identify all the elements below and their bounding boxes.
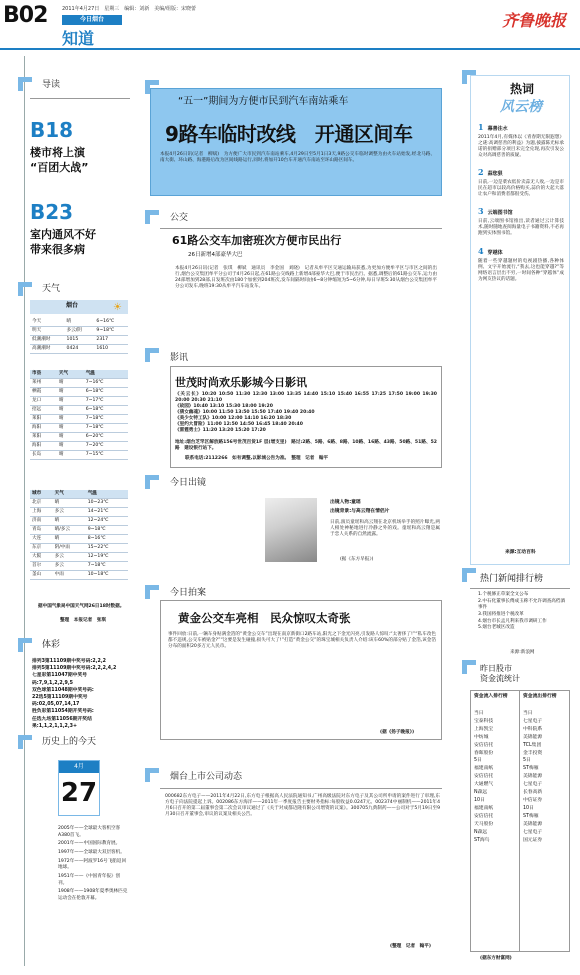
birthday-name: 出镜人物:童瑶	[330, 500, 361, 505]
table-cell: 东京	[30, 543, 53, 552]
table-row	[30, 432, 128, 441]
table-cell: 晴	[57, 432, 84, 441]
bus-sub: 26日新增4部豪华大巴	[188, 252, 243, 258]
bus-divider	[160, 228, 442, 229]
table-cell: 9~18℃	[86, 525, 128, 534]
auction-section: 今日拍案	[170, 588, 207, 598]
table-cell: 海阳	[30, 423, 57, 432]
fund-right-item: 美锦能源	[523, 774, 543, 780]
fund-right-item: 10日	[523, 805, 534, 811]
hot-item-title[interactable]: 蒜您狠	[487, 171, 503, 178]
table-row	[30, 525, 128, 534]
guide-title: 导读	[42, 80, 61, 90]
table-cell: 海阳	[30, 441, 57, 450]
table-cell: 济南	[30, 516, 53, 525]
fund-left-item: 中纺城	[474, 734, 489, 740]
fund-right-item: 中信证券	[523, 797, 543, 803]
fund-right-item: TCL集团	[523, 742, 542, 748]
history-item: 1997年——全球最大双层客机。	[58, 849, 125, 855]
table-cell: 10~18℃	[86, 570, 128, 579]
stocks-divider	[160, 788, 442, 789]
hot-item-body: 随着一些穿越题材的电视剧热播,各种体例、文字开始流行,“我去,这也能穿越?”等网络语言层出不穷,一时间各种“穿越体”成为网友热议的话题。	[478, 258, 564, 282]
fund-left-item: 安信信托	[474, 742, 494, 748]
fund-left-item: 10日	[474, 797, 485, 803]
hot-item-body: 日前,云端图书馆推出,读者通过云计算技术,随时随地查阅海量电子书籍资料,不必再跑到实体图书馆。	[478, 219, 564, 237]
table-cell: 7~18℃	[84, 423, 128, 432]
fund-right-item: 美锦能源	[523, 734, 543, 740]
table-cell: 招远	[30, 405, 57, 414]
portrait-photo	[265, 498, 317, 562]
hot-item	[478, 167, 564, 198]
cinema-section: 影讯	[170, 353, 189, 363]
sun-icon: ☀	[113, 302, 122, 313]
fund-right-head: 资金流出排行榜	[523, 694, 557, 699]
weather-city-bar	[30, 300, 128, 314]
hot-brand: 风云榜	[500, 99, 542, 115]
calendar-icon	[58, 760, 100, 816]
table-cell: 晴	[53, 534, 86, 543]
table-row	[30, 378, 128, 387]
table-cell: 晴	[57, 441, 84, 450]
fund-split	[519, 690, 520, 952]
hot-item-body: 日前,一边是菜农低价卖蒜无人收,一边是市民在超市以较高价格购买,蒜价的大起大落让农户和消费者都很受伤。	[478, 180, 564, 198]
fund-right-item: ST梅雁	[523, 813, 539, 819]
newspaper-logo: 齐鲁晚报	[501, 11, 566, 30]
cinema-contact: 联系电话:2112266 如有调整,以影城公告为准。 整理 记者 翰平	[185, 456, 329, 461]
corner-decoration	[145, 768, 159, 782]
hot-item-head	[478, 122, 564, 133]
hot-item-num: 1	[478, 122, 484, 132]
hot-item-title[interactable]: 穿越体	[487, 249, 503, 256]
fund-right-item: 国元证券	[523, 837, 543, 843]
header-divider	[0, 48, 580, 50]
cinema-line: 《故园》10:40 13:10 15:30 18:00 19:20	[175, 404, 273, 410]
auction-body: 事件回放:日前,一辆车身贴满金箔的“黄金公交车”出现在南京新街口2路车站,阳光之下金光闪亮,引发路人惊叹:“太奢侈了!”“私车改色都不违规,公交车被贴金?”“这要是发生碰撞,损失可大了!”打造“黄金公交”的珠宝城相关负责人介绍:该车60%的部分贴了金箔,该金箔分布的面积20多万元人民币。	[168, 632, 436, 650]
table-row	[30, 423, 128, 432]
hotnews-title: 热门新闻排行榜	[480, 574, 544, 584]
fund-right-item: 金丰投资	[523, 750, 543, 756]
fund-right-item: 七星电子	[523, 829, 543, 835]
table-row	[30, 396, 128, 405]
table-cell: 晴	[57, 423, 84, 432]
table-row	[30, 570, 128, 579]
fund-left-item: 天马股份	[474, 821, 494, 827]
table-cell: 大连	[30, 534, 53, 543]
cinema-headline[interactable]: 世茂时尚欢乐影城今日影讯	[175, 376, 307, 389]
corner-decoration	[145, 475, 159, 489]
guide-divider	[30, 98, 130, 99]
bus-section: 公交	[170, 213, 189, 223]
history-item: 2005年——全球最大客机空客A380首飞。	[58, 826, 121, 838]
lottery-line: 七星彩第11047期中奖号码:7,9,1,2,2,9,5	[32, 673, 88, 686]
hot-source: 来源:互动百科	[505, 550, 536, 555]
page-code: B02	[3, 3, 48, 28]
fund-left-list	[474, 710, 518, 844]
fund-left-item: 5日	[474, 758, 482, 764]
corner-decoration	[18, 638, 32, 652]
table-cell: 多云	[53, 552, 86, 561]
stocks-section: 烟台上市公司动态	[170, 772, 243, 782]
lottery-list	[32, 658, 128, 730]
hot-head: 热词	[510, 82, 535, 96]
auction-headline[interactable]: 黄金公交车亮相 民众惊叹太奇张	[178, 611, 351, 625]
fund-left-head: 资金流入排行榜	[474, 694, 508, 699]
table-cell: 6~20℃	[84, 432, 128, 441]
hotnews-item[interactable]: 1.个税修正草案全文公布	[478, 592, 529, 597]
fund-left-item: 当日	[474, 711, 484, 716]
table-cell: 8~16℃	[86, 534, 128, 543]
guide-code-1: B18	[30, 118, 74, 142]
left-rule	[24, 56, 25, 966]
fund-left-item: 福建南纸	[474, 805, 494, 811]
table-cell: 青岛	[30, 525, 53, 534]
city-weather-table: 城市 天气 气温 北京 晴 10~23℃ 上海 多云 14~21℃ 济南 晴 12~24℃ 青岛 晴/多云 9~18℃ 大连 晴 8~16℃ 东京 阴/中雨 15~22℃ 大阪 多云 12~19℃ 首尔 多云 7~18℃ 釜山 中雨 10~18℃	[30, 490, 128, 580]
birthday-body: 日前,演员童瑶和高云翔在北京机场举手的照片曝光,两人相处神秘地进行冷静之外的戏。童瑶和高云翔是属于恋人关系的自然流露。	[330, 520, 440, 538]
corner-decoration	[145, 348, 159, 362]
history-item: 2001年——中国国际教育展。	[58, 841, 121, 847]
weather-city: 烟台	[66, 302, 79, 309]
hot-item	[478, 122, 564, 159]
history-list	[58, 826, 128, 905]
hot-item-head	[478, 167, 564, 178]
table-cell: 中雨	[53, 570, 86, 579]
table-row	[30, 498, 128, 507]
table-cell: 多云	[53, 561, 86, 570]
hotnews-item[interactable]: 2.中石化董事长傅成玉称不允许调查高档酒事件	[478, 598, 566, 611]
cinema-line: 《雷霆勇士》11:20 13:20 15:20 17:20	[175, 428, 266, 434]
corner-decoration	[18, 77, 32, 91]
county-weather-table: 市县 天气 气温 莱州 晴 7~16℃ 栖霞 晴 6~18℃ 龙口 晴 7~17℃ 招远 晴 6~18℃ 莱阳 晴 7~18℃ 海阳 晴 7~18℃ 莱阳 晴 6~20℃ 海阳 晴 7~20℃ 长岛 晴 7~15℃	[30, 370, 128, 460]
cinema-address: 地址:烟台芝罘区解放路156号世茂百货1F 层(增支里) 路过:2路、5路、6路、8路、10路、16路、43路、50路、51路、52路 建设银行站下。	[175, 440, 437, 452]
table-cell: 晴	[53, 516, 86, 525]
fund-left-item: 上海凯宝	[474, 726, 494, 732]
table-cell: 晴	[57, 387, 84, 396]
hotnews-source: 来源:新浪网	[510, 650, 535, 655]
table-cell: 晴	[57, 405, 84, 414]
lottery-line: 任选九场第11056期开奖结果:1,1,2,1,1,2,3+	[32, 716, 92, 729]
fund-left-item: 宝泰科技	[474, 718, 494, 724]
corner-decoration	[462, 660, 476, 674]
table-cell: 7~16℃	[84, 378, 128, 387]
corner-decoration	[462, 568, 476, 582]
hot-item-num: 4	[478, 245, 484, 256]
table-cell: 晴	[57, 396, 84, 405]
hotnews-item[interactable]: 4.烟台市长孟凡利来我市调研工作	[478, 618, 547, 624]
cinema-line: 《倩女幽魂》10:00 11:50 13:50 15:50 17:40 19:40 20:40	[175, 410, 315, 416]
weather-source: 据中国气象局中国天气网26日18时数据。	[38, 604, 125, 609]
table-cell: 大阪	[30, 552, 53, 561]
bus-body: 本报4月26日讯(记者 张琪 柳斌 通讯员 李金国 刘晓) 记者从牟平区交通运输局获悉,为更加方便牟平区与市区之间的出行,烟台公交集团牟平分公司于4月26日起,在61路公交线路上新增4部豪华大巴,便于市民出行。据悉,调整后的61路公交车,运力由24部增加到28部,日发班次由180个加密到204班次,发车间隔时间由6~8分钟缩短为5~6分钟,每日早班5:30从烟台公交集团牟平分公司发车,晚班19:30从牟平汽车站发车。	[175, 266, 437, 290]
fund-right-item: 七星电子	[523, 782, 543, 788]
table-cell: 首尔	[30, 561, 53, 570]
issue-info: 2011年4月27日 星期三 编辑：刘新 美编/组版：宋晓蕾	[62, 6, 196, 12]
table-cell: 阴/中雨	[53, 543, 86, 552]
table-cell: 6~18℃	[84, 405, 128, 414]
fund-right-item: ST梅雁	[523, 766, 539, 772]
table-cell: 15~22℃	[86, 543, 128, 552]
table-row	[30, 387, 128, 396]
table-row	[30, 507, 128, 516]
table-row	[30, 405, 128, 414]
table-cell: 7~18℃	[86, 561, 128, 570]
guide-code-2: B23	[30, 200, 74, 224]
section-tag: 今日烟台	[62, 15, 122, 25]
table-cell: 釜山	[30, 570, 53, 579]
table-cell: 10~23℃	[86, 498, 128, 507]
hot-item-head	[478, 206, 564, 217]
cinema-line: 《里约大冒险》11:00 12:50 14:50 16:45 18:40 20:40	[175, 422, 303, 428]
fund-right-item: 美锦能源	[523, 821, 543, 827]
table-cell: 北京	[30, 498, 53, 507]
fund-left-item: ST海鸟	[474, 837, 490, 843]
hot-item	[478, 246, 564, 283]
hot-item-title[interactable]: 幕善注水	[487, 126, 508, 132]
history-title: 历史上的今天	[42, 737, 97, 747]
fund-left-item: 福建南纸	[474, 766, 494, 772]
fund-right-item: 七星电子	[523, 718, 543, 724]
birthday-date: 出镜背景:与高云翔在情侣片	[330, 509, 390, 514]
cinema-line: 《关云长》10:20 10:50 11:30 12:30 13:00 13:35 14:40 15:10 15:40 16:55 17:25 17:50 19:00 19:30 20:00 20:30 21:10	[175, 392, 437, 404]
table-row	[30, 561, 128, 570]
weather-editor: 整理 本报记者 张琪	[60, 618, 106, 623]
table-row	[30, 414, 128, 423]
fund-right-item: 长春高新	[523, 790, 543, 796]
corner-decoration	[145, 210, 159, 224]
table-cell: 莱阳	[30, 432, 57, 441]
table-row	[30, 450, 128, 459]
banner-subtitle: “五一”期间为方便市民到汽车南站乘车	[178, 96, 349, 107]
fund-left-item: 春晖股份	[474, 750, 494, 756]
birthday-title: 今日出镜	[170, 478, 207, 488]
fund-left-item: 大通燃气	[474, 782, 494, 788]
banner-headline[interactable]: 9路车临时改线 开通区间车	[165, 122, 413, 146]
stocks-credit: (整理 记者 翰平)	[390, 944, 431, 949]
hot-item-head	[478, 246, 564, 257]
bus-headline[interactable]: 61路公交车加密班次方便市民出行	[172, 234, 342, 247]
calendar-month: 4月	[59, 761, 99, 773]
fund-right-item: 中科院系	[523, 726, 543, 732]
lottery-title: 体彩	[42, 640, 61, 650]
table-row	[30, 552, 128, 561]
hotnews-item[interactable]: 3.我国将推进个税改革	[478, 611, 524, 617]
birthday-credit: (据《东方早报》)	[340, 557, 374, 562]
cinema-line: 《美少女特工队》10:00 12:00 14:10 16:20 18:30	[175, 416, 292, 422]
hot-list	[478, 122, 564, 291]
table-cell: 长岛	[30, 450, 57, 459]
fund-left-item: N森远	[474, 829, 488, 835]
hot-item-num: 3	[478, 206, 484, 217]
table-cell: 龙口	[30, 396, 57, 405]
table-cell: 多云	[53, 507, 86, 516]
fund-left-item: N森远	[474, 790, 488, 796]
auction-credit: (据《扬子晚报》)	[380, 730, 415, 735]
hot-item	[478, 206, 564, 237]
hotnews-divider	[470, 588, 570, 589]
corner-decoration	[18, 735, 32, 749]
table-row	[30, 516, 128, 525]
table-cell: 7~18℃	[84, 414, 128, 423]
table-cell: 12~24℃	[86, 516, 128, 525]
table-row	[30, 534, 128, 543]
table-cell: 栖霞	[30, 387, 57, 396]
fund-right-item: 当日	[523, 711, 533, 716]
table-row	[30, 543, 128, 552]
lottery-line: 双色球第11048期中奖号码:	[32, 687, 94, 693]
table-cell: 莱阳	[30, 414, 57, 423]
hotnews-item[interactable]: 5.烟台老城区改造	[478, 625, 515, 631]
banner-body: 本报4月26日讯(记者 柳斌) 为方便广大市民到汽车南站乘车,4月29日至5月1日3天,9路公交车临时调整为由火车站始发,经北马路、南大街、环山路、海港路后改为区间线路运行,同时,将加开10台车开通汽车南站至环山路区间车。	[160, 152, 435, 164]
table-cell: 7~15℃	[84, 450, 128, 459]
table-cell: 晴	[53, 498, 86, 507]
corner-decoration	[145, 585, 159, 599]
table-cell: 7~17℃	[84, 396, 128, 405]
guide-text-1[interactable]: 楼市将上演 “百团大战”	[30, 146, 89, 174]
fund-right-item: 5日	[523, 758, 531, 764]
table-cell: 晴/多云	[53, 525, 86, 534]
history-item: 1951年——《中国青年报》创刊。	[58, 873, 121, 886]
fund-title: 昨日股市 资金流统计	[480, 664, 520, 684]
guide-text-2[interactable]: 室内通风不好 带来很多病	[30, 228, 96, 256]
calendar-day: 27	[60, 778, 98, 808]
table-cell: 7~20℃	[84, 441, 128, 450]
lottery-line: 排列3第11109期中奖号码:2,2,2	[32, 659, 106, 664]
table-cell: 6~18℃	[84, 387, 128, 396]
corner-decoration	[18, 282, 32, 296]
section-title: 知道	[62, 29, 95, 48]
table-cell: 莱州	[30, 378, 57, 387]
hot-item-title[interactable]: 云端图书馆	[487, 210, 513, 217]
weather-table: 今天 晴 6~16℃ 明天 多云/阴 9~18℃ 低潮潮时 1015 2317 高潮潮时 0424 1610	[30, 318, 128, 354]
weather-title: 天气	[42, 284, 61, 294]
table-row	[30, 441, 128, 450]
history-item: 1908年——1908年夏季奥林匹克运动会在伦敦开幕。	[58, 889, 128, 901]
fund-credit: (据东方财富网)	[480, 956, 512, 961]
table-cell: 晴	[57, 450, 84, 459]
lottery-line: 排列5第11109期中奖号码:2,2,2,4,2	[32, 666, 117, 672]
lottery-line: 胜负彩第11054期开奖号码:	[32, 709, 94, 715]
table-cell: 12~19℃	[86, 552, 128, 561]
lottery-line: 22选5第11109期中奖号码:02,05,07,14,17	[32, 694, 88, 708]
table-cell: 晴	[57, 414, 84, 423]
hotnews-list	[478, 592, 568, 632]
fund-right-list	[523, 710, 567, 844]
table-cell: 晴	[57, 378, 84, 387]
history-item: 1972年——阿波罗16号飞船返回地球。	[58, 858, 127, 871]
fund-left-item: 安信信托	[474, 813, 494, 819]
table-cell: 14~21℃	[86, 507, 128, 516]
hot-item-body: 2011年4月,有媒体以《青春期无限遐想》之谜:高调慈善的利益》为题,披露陈光标承诺的捐赠部分项目未完全兑现,再次引发公众对高调慈善的质疑。	[478, 134, 564, 159]
table-cell: 上海	[30, 507, 53, 516]
fund-left-item: 安信信托	[474, 774, 494, 780]
cinema-list	[175, 392, 437, 434]
stocks-body: 000682东方电子——2011年4月22日,东方电子根据高人民法院通知书,广州高级法院对东方电子及其公司所申请的案件进行了审理,东方电子向法院提起上诉。002086东方海洋——2011年一季度报告主要财务指标:每股收益0.0247元。002374中丽制机——2011年4月6日召开的第二届董事会第二次会议审议通过了《关于对成都迈隆有限公司增资的议案》。300705九典制药——公司对于5月19日至9月30日召开董事会,审议的议案及相关公告。	[165, 794, 440, 818]
hot-item-num: 2	[478, 167, 484, 178]
